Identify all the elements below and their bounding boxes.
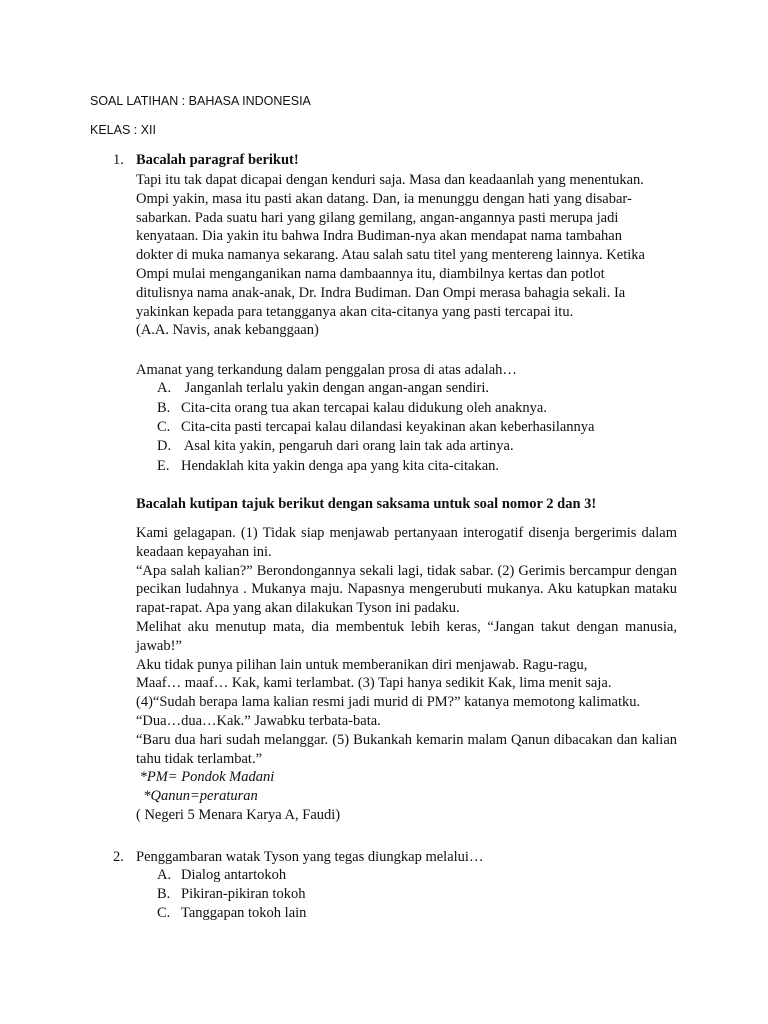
excerpt-source: ( Negeri 5 Menara Karya A, Faudi) <box>136 806 341 823</box>
passage-line: yakinkan kepada para tetangganya akan cita-citanya yang pasti tercapai itu. <box>136 303 574 320</box>
question-1-prompt: Amanat yang terkandung dalam penggalan prosa di atas adalah… <box>136 362 517 378</box>
passage-line: dokter di muka namanya sekarang. Atau salah satu titel yang mentereng lainnya. Ketika <box>136 247 645 264</box>
excerpt-paragraph: Kami gelagapan. (1) Tidak siap menjawab pertanyaan interogatif disenja bergerimis dalam keadaan kepayahan ini. <box>136 525 677 560</box>
excerpt-paragraph: Melihat aku menutup mata, dia membentuk lebih keras, “Jangan takut dengan manusia, jawab!” <box>136 618 677 654</box>
excerpt-paragraph: Maaf… maaf… Kak, kami terlambat. (3) Tapi hanya sedikit Kak, lima menit saja. <box>136 675 612 692</box>
q2-option-a: A. Dialog antartokoh <box>157 867 287 883</box>
footnote-pm: *PM= Pondok Madani <box>136 769 275 786</box>
passage-line: kenyataan. Dia yakin itu bahwa Indra Budiman-nya akan mendapat nama tambahan <box>136 228 622 245</box>
excerpt-paragraph: “Dua…dua…Kak.” Jawabku terbata-bata. <box>136 712 381 729</box>
excerpt-paragraph: “Baru dua hari sudah melanggar. (5) Bukankah kemarin malam Qanun dibacakan dan kalian tahu tidak terlambat.” <box>136 731 677 767</box>
passage-line: Tapi itu tak dapat dicapai dengan kenduri saja. Masa dan keadaanlah yang menentukan. <box>136 172 644 188</box>
passage-line: Ompi mulai menganganikan nama dambaannya itu, diambilnya kertas dan potlot <box>136 265 605 282</box>
option-b: B. Cita-cita orang tua akan tercapai kalau didukung oleh anaknya. <box>157 400 547 416</box>
option-a: A. Janganlah terlalu yakin dengan angan-angan sendiri. <box>157 380 490 396</box>
worksheet-title: SOAL LATIHAN : BAHASA INDONESIA <box>90 94 311 108</box>
option-c: C. Cita-cita pasti tercapai kalau dilandasi keyakinan akan keberhasilannya <box>157 419 595 435</box>
option-e: E. Hendaklah kita yakin denga apa yang kita cita-citakan. <box>157 458 500 474</box>
excerpt-paragraph: “Apa salah kalian?” Berondongannya sekali lagi, tidak sabar. (2) Gerimis bercampur dengan pecikan ludahnya . Mukanya maju. Napasnya mengerubuti mukanya. Aku katupkan mataku rapat-rapat. Apa yang akan dilakukan Tyson ini padaku. <box>136 562 677 617</box>
excerpt-paragraph: Aku tidak punya pilihan lain untuk memberanikan diri menjawab. Ragu-ragu, <box>136 656 588 673</box>
passage-source: (A.A. Navis, anak kebanggaan) <box>136 322 319 339</box>
question-1-instruction: Bacalah paragraf berikut! <box>136 152 299 168</box>
q2-option-c: C. Tanggapan tokoh lain <box>157 905 307 921</box>
question-1-number: 1. <box>113 152 124 168</box>
excerpt-passage <box>136 524 677 825</box>
footnote-qanun: *Qanun=peraturan <box>136 788 258 805</box>
excerpt-paragraph: (4)“Sudah berapa lama kalian resmi jadi murid di PM?” katanya memotong kalimatku. <box>136 694 641 711</box>
question-1-passage <box>136 171 645 340</box>
question-2-prompt: Penggambaran watak Tyson yang tegas diungkap melalui… <box>136 849 484 865</box>
class-label: KELAS : XII <box>90 123 157 137</box>
passage-line: Ompi yakin, masa itu pasti akan datang. Dan, ia menunggu dengan hati yang disabar- <box>136 190 632 207</box>
passage-line: ditulisnya nama anak-anak, Dr. Indra Budiman. Dan Ompi merasa bahagia sekali. Ia <box>136 284 626 301</box>
section-2-instruction: Bacalah kutipan tajuk berikut dengan saksama untuk soal nomor 2 dan 3! <box>136 496 597 512</box>
q2-option-b: B. Pikiran-pikiran tokoh <box>157 886 306 902</box>
option-d: D. Asal kita yakin, pengaruh dari orang lain tak ada artinya. <box>157 438 514 454</box>
passage-line: sabarkan. Pada suatu hari yang gilang gemilang, angan-angannya pasti merupa jadi <box>136 209 619 226</box>
question-2-number: 2. <box>113 849 124 865</box>
